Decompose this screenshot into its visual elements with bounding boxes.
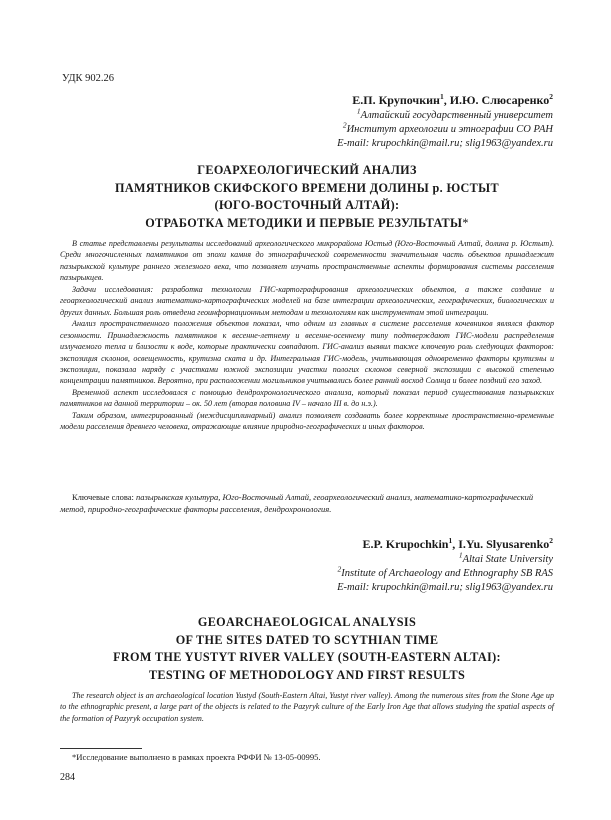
ru-title-line-1: ГЕОАРХЕОЛОГИЧЕСКИЙ АНАЛИЗ bbox=[197, 163, 417, 177]
en-affiliation-1 bbox=[337, 550, 553, 567]
keywords-text: пазырыкская культура, Юго-Восточный Алтай, геоархеологический анализ, математико-картографический метод, природно-географические факторы расселения, дендрохронология. bbox=[60, 492, 534, 514]
ru-author-1-sup: 1 bbox=[439, 92, 444, 101]
en-author-2-sup: 2 bbox=[549, 536, 553, 545]
en-abstract bbox=[60, 690, 554, 724]
en-aff-1-text: Altai State University bbox=[462, 554, 553, 565]
ru-author-1: Е.П. Крупочкин bbox=[352, 93, 440, 107]
ru-author-sep: , bbox=[443, 93, 450, 107]
en-author-1: E.P. Krupochkin bbox=[362, 537, 449, 551]
en-title-line-1: GEOARCHAEOLOGICAL ANALYSIS bbox=[197, 615, 417, 629]
ru-title-line-4 bbox=[60, 215, 554, 233]
footnote-divider bbox=[60, 748, 142, 749]
ru-aff-1-text: Алтайский государственный университет bbox=[360, 110, 553, 121]
ru-authors bbox=[337, 93, 553, 107]
udk-code: УДК 902.26 bbox=[62, 73, 115, 84]
ru-keywords bbox=[60, 491, 554, 515]
ru-title-line-2: ПАМЯТНИКОВ СКИФСКОГО ВРЕМЕНИ ДОЛИНЫ р. ЮСТЫТ bbox=[115, 180, 499, 195]
en-email: E-mail: krupochkin@mail.ru; slig1963@yandex.ru bbox=[337, 582, 553, 593]
en-author-block bbox=[337, 537, 553, 595]
en-title-line-2: OF THE SITES DATED TO SCYTHIAN TIME bbox=[175, 632, 439, 647]
ru-title-line-4-text: ОТРАБОТКА МЕТОДИКИ И ПЕРВЫЕ РЕЗУЛЬТАТЫ bbox=[145, 215, 463, 230]
en-author-2: I.Yu. Slyusarenko bbox=[458, 537, 550, 551]
ru-abstract-paragraph-5: Таким образом, интегрированный (междисциплинарный) анализ позволяет создавать более корректные пространственно-временные модели расселения древнего человека, отражающие влияние природно-географических и иных факторов. bbox=[60, 410, 554, 432]
ru-author-2: И.Ю. Слюсаренко bbox=[449, 93, 550, 107]
en-authors bbox=[337, 537, 553, 551]
en-title bbox=[60, 614, 554, 684]
en-author-1-sup: 1 bbox=[448, 536, 453, 545]
ru-aff-2-sup: 2 bbox=[342, 120, 347, 130]
en-aff-2-sup: 2 bbox=[337, 564, 342, 574]
page-number: 284 bbox=[60, 772, 75, 783]
keywords-label: Ключевые слова: bbox=[72, 492, 134, 502]
en-aff-2-text: Institute of Archaeology and Ethnography SB RAS bbox=[341, 568, 553, 579]
ru-aff-1-sup: 1 bbox=[356, 106, 361, 116]
en-aff-1-sup: 1 bbox=[458, 550, 463, 560]
ru-abstract bbox=[60, 238, 554, 433]
ru-aff-2-text: Институт археологии и этнографии СО РАН bbox=[346, 124, 553, 135]
ru-title bbox=[60, 162, 554, 232]
ru-abstract-paragraph-4: Временной аспект исследовался с помощью дендрохронологического анализа, который показал период существования пазырыкских памятников на данной территории – ок. 50 лет (вторая половина IV – начало III в. до н.э.). bbox=[60, 387, 554, 409]
footnote: *Исследование выполнено в рамках проекта РФФИ № 13-05-00995. bbox=[72, 752, 321, 762]
ru-abstract-paragraph-3: Анализ пространственного положения объектов показал, что одним из главных в системе расселения кочевников являлся фактор сезонности. Принадлежность памятников к весенне-летнему и весенне-осеннему типу подтверждают ГИС-модели распределения излучаемого тепла и близости к воде, которые практически совпадают. ГИС-анализ выявил также ключевую роль следующих факторов: экспозиция склонов, освещенность, крутизна ската и др. Интегральная ГИС-модель, учитывающая одновременно факторы крутизны и экспозиции, показала наряду с участками южной экспозиции участки пологих склонов северной экспозиции с высокой степенью концентрации памятников. Вероятно, при расположении могильников учитывались более ранний восход Солнца и более поздний его заход. bbox=[60, 319, 554, 386]
ru-abstract-paragraph-1: В статье представлены результаты исследований археологического микрорайона Юстыд (Юго-Восточный Алтай, долина р. Юстыт). Среди многочисленных памятников от эпохи камня до этнографической современности значительная часть объектов принадлежит пазырыкской культуре раннего железного века, что позволяет изучать пространственные аспекты формирования системы расселения пазырыкцев. bbox=[60, 239, 554, 283]
en-abstract-paragraph-1: The research object is an archaeological location Yustyd (South-Eastern Altai, Yustyt river valley). Among the numerous sites from the Stone Age up to the ethnographic present, a large part of the objects is related to the Pazyryk culture of the Early Iron Age that allows studying the spatial aspects of the formation of Pazyryk occupation system. bbox=[60, 691, 554, 723]
en-title-line-4: TESTING OF METHODOLOGY AND FIRST RESULTS bbox=[148, 667, 466, 682]
ru-abstract-paragraph-2: Задачи исследования: разработка технологии ГИС-картографирования археологических объектов, а также создание и геоархеологический анализ математико-картографических моделей на базе интеграции археологических, географических, биологических и других данных. Большая роль отведена геоинформационным методам и технологиям как инструментам этой интеграции. bbox=[60, 284, 554, 317]
ru-affiliation-2 bbox=[337, 120, 553, 137]
ru-author-block bbox=[337, 93, 553, 151]
en-affiliation-2 bbox=[337, 564, 553, 581]
ru-author-2-sup: 2 bbox=[549, 92, 553, 101]
ru-title-line-3: (ЮГО-ВОСТОЧНЫЙ АЛТАЙ): bbox=[214, 198, 400, 212]
ru-email: E-mail: krupochkin@mail.ru; slig1963@yandex.ru bbox=[337, 138, 553, 149]
en-title-line-3: FROM THE YUSTYT RIVER VALLEY (SOUTH-EASTERN ALTAI): bbox=[113, 650, 501, 664]
ru-title-footnote-mark: * bbox=[462, 215, 469, 230]
ru-affiliation-1 bbox=[337, 106, 553, 123]
en-author-sep: , bbox=[452, 537, 459, 551]
